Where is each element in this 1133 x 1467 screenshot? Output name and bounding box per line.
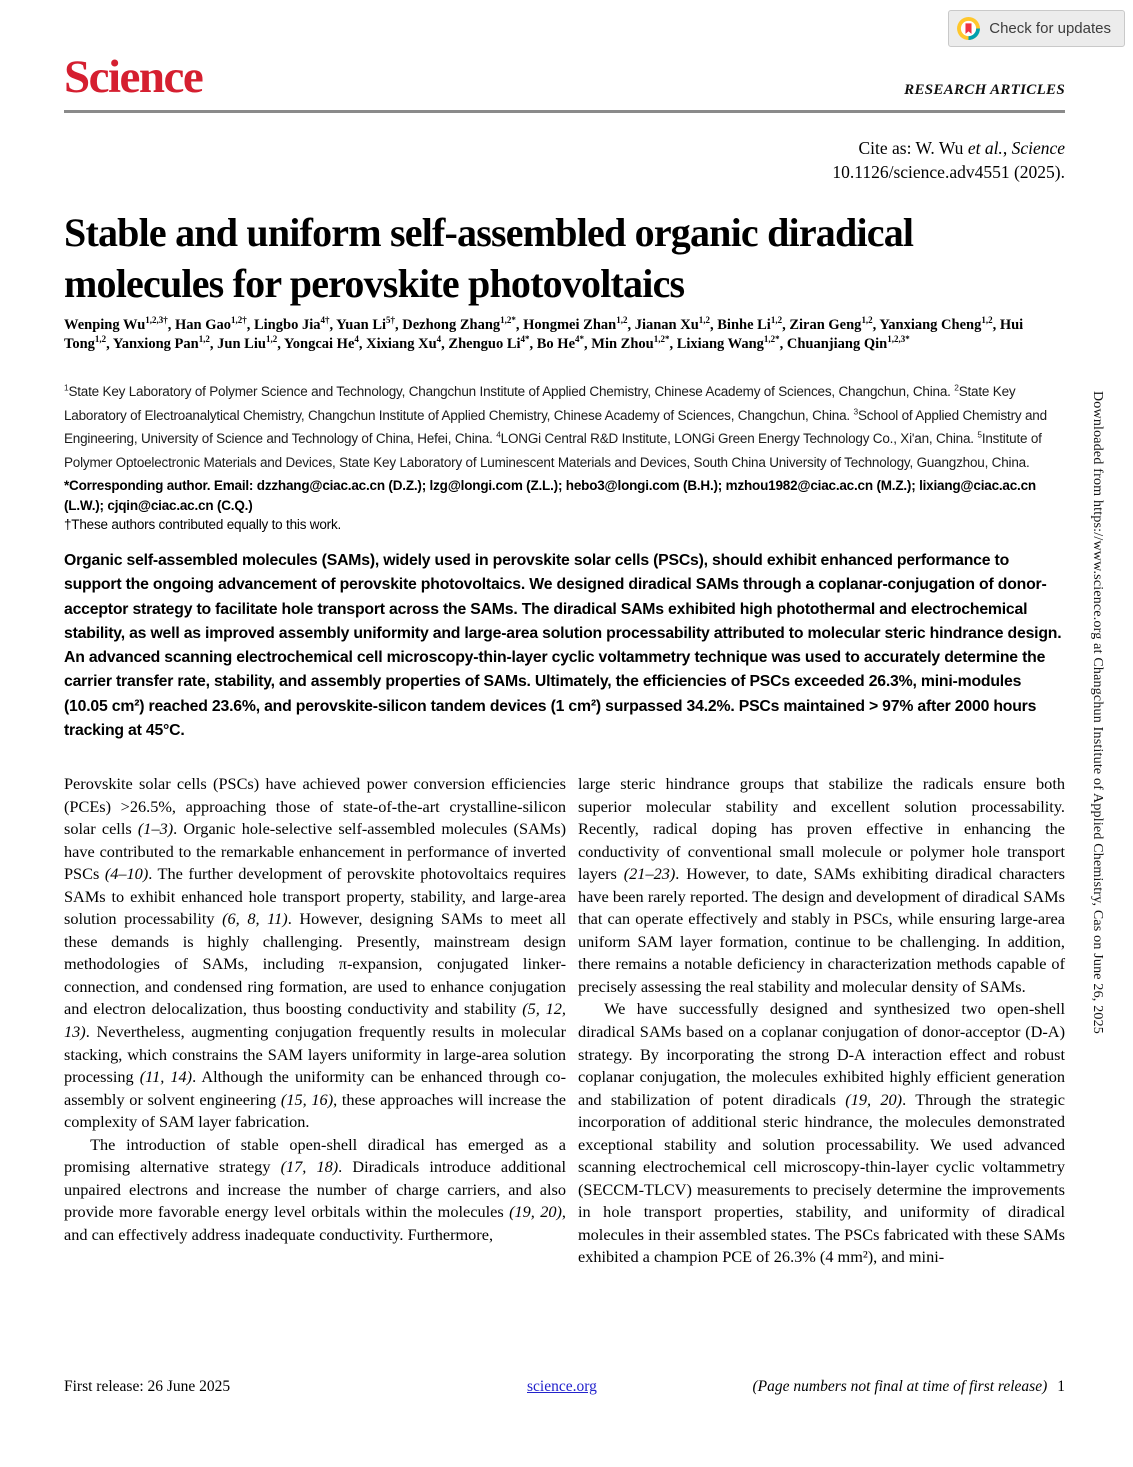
column-right xyxy=(578,773,1065,1269)
science-org-link[interactable]: science.org xyxy=(527,1378,597,1395)
body-paragraph: The introduction of stable open-shell diradical has emerged as a promising alternative strategy (17, 18). Diradicals introduce additional unpaired electrons and increase the number of charge carriers, and also provide more favorable energy level orbitals within the molecules (19, 20), and can effectively address inadequate conductivity. Furthermore, xyxy=(64,1134,567,1244)
article-title-line2: molecules for perovskite photovoltaics xyxy=(64,261,685,306)
footer-note-text: (Page numbers not final at time of first release) xyxy=(752,1378,1048,1395)
body-paragraph: Perovskite solar cells (PSCs) have achieved power conversion efficiencies (PCEs) >26.5%, approaching those of state-of-the-art crystalline-silicon solar cells (1–3). Organic hole-selective self-assembled molecules (SAMs) have contributed to the remarkable enhancement in performance of inverted PSCs (4–10). The further development of perovskite photovoltaics requires SAMs to exhibit enhanced hole transport property, stability, and large-area solution processability (6, 8, 11). However, designing SAMs to meet all these demands is highly challenging. Presently, mainstream design methodologies of SAMs, including π-expansion, conjugated linker-connection, and condensed ring formation, are used to enhance conjugation and electron delocalization, thus boosting conductivity and stability (5, 12, 13). Nevertheless, augmenting conjugation frequently results in molecular stacking, which constrains the SAM layers uniformity in large-area solution processing (11, 14). Although the uniformity can be enhanced through co-assembly or solvent engineering (15, 16), these approaches will increase the complexity of SAM layer fabrication. xyxy=(64,774,567,1132)
science-logo: Science xyxy=(64,51,203,103)
equal-contribution-note: †These authors contributed equally to this work. xyxy=(64,517,342,532)
citation-line1: Cite as: W. Wu et al., Science xyxy=(858,138,1065,158)
citation-block xyxy=(832,136,1065,184)
corresponding-note: *Corresponding author. Email: dzzhang@ciac.ac.cn (D.Z.); lzg@longi.com (Z.L.); hebo3@longi.com (B.H.); mzhou1982@ciac.ac.cn (M.Z.); lixiang@ciac.ac.cn (L.W.); cjqin@ciac.ac.cn (C.Q.) xyxy=(64,478,1036,513)
check-for-updates-button[interactable] xyxy=(948,10,1125,47)
section-label: RESEARCH ARTICLES xyxy=(904,82,1065,98)
page-number: 1 xyxy=(1057,1378,1065,1395)
footer-release-date: First release: 26 June 2025 xyxy=(64,1378,231,1395)
body-paragraph: We have successfully designed and synthesized two open-shell diradical SAMs based on a coplanar conjugation of donor-acceptor (D-A) strategy. By incorporating the strong D-A interaction effect and robust coplanar conjugation, the molecules exhibited highly efficient generation and stabilization of potent diradicals (19, 20). Through the strategic incorporation of additional steric hindrance, the molecules demonstrated exceptional stability and solution processability. We used advanced scanning electrochemical cell microscopy-thin-layer cyclic voltammetry (SECCM-TLCV) measurements to precisely determine the improvements in hole transport properties, stability, and uniformity of diradical molecules in their assembled states. The PSCs fabricated with these SAMs exhibited a champion PCE of 26.3% (4 mm²), and mini- xyxy=(578,999,1065,1267)
footer-note xyxy=(753,1378,1066,1396)
body-paragraph: large steric hindrance groups that stabilize the radicals ensure both superior molecular stability and excellent solution processability. Recently, radical doping has proven effective in enhancing the conductivity of conventional small molecule or polymer hole transport layers (21–23). However, to date, SAMs exhibiting diradical characters have been rarely reported. The design and development of diradical SAMs that can operate effectively and stably in PSCs, while ensuring large-area uniform SAM layer formation, continue to be challenging. In addition, there remains a notable deficiency in characterization methods capable of precisely assessing the real stability and molecular density of SAMs. xyxy=(578,774,1065,996)
author-list: Wenping $Wu^{1,2,3\dagger}$, Han Gao$^{1,2\dagger}$, Lingbo Jia$^{4\dagger}$, Yuan $Li^{5\dagger}$, Dezhong Zhang$^{1,2*}$, Hongmei Zhan$^{1,2}$, Jianan Xu$^{1,2}$, Binhe Li$^{1,2}$, Ziran Geng$^{1,2}$, Yanxiang Cheng$^{1,2}$, Hui Tong$^{1,2}$, Yanxiong Pan$^{1,2}$, Jun Liu$^{1,2}$, Yongcai He$^4$, Xixiang Xu$^4$, Zhenguo $Li^{4*}$, Bo $He^{4*}$, Min Zhou$^{1,2*}$, Lixiang Wang$^{1,2*}$, Chuanjiang Qin$^{1,2,3*}$ xyxy=(64,315,1024,352)
citation-line2: 10.1126/science.adv4551 (2025). xyxy=(832,162,1065,182)
check-for-updates-label: Check for updates xyxy=(989,20,1111,37)
download-watermark: Downloaded from https://www.science.org at Changchun Institute of Applied Chemistry, Cas on June 26, 2025 xyxy=(1090,391,1105,1035)
abstract: Organic self-assembled molecules (SAMs), widely used in perovskite solar cells (PSCs), should exhibit enhanced performance to support the ongoing advancement of perovskite photovoltaics. We designed diradical SAMs through a coplanar-conjugation of donor-acceptor strategy to facilitate hole transport across the SAMs. The diradical SAMs exhibited high photothermal and electrochemical stability, as well as improved assembly uniformity and large-area solution processability attributed to molecular steric hindrance design. An advanced scanning electrochemical cell microscopy-thin-layer cyclic voltammetry technique was used to accurately determine the carrier transfer rate, stability, and assembly properties of SAMs. Ultimately, the efficiencies of PSCs exceeded 26.3%, mini-modules (10.05 cm²) reached 23.6%, and perovskite-silicon tandem devices (1 cm²) surpassed 34.2%. PSCs maintained > 97% after 2000 hours tracking at 45°C. xyxy=(64,552,1062,740)
affiliation-list: $^1$State Key Laboratory of Polymer Science and Technology, Changchun Institute of Applied Chemistry, Chinese Academy of Sciences, Changchun, China. $^2$State Key Laboratory of Electroanalytical Chemistry, Changchun Institute of Applied Chemistry, Chinese Academy of Sciences, Changchun, China. $^3$School of Applied Chemistry and Engineering, University of Science and Technology of China, Hefei, China. $^4$LONGi Central R&D Institute, LONGi Green Energy Technology Co., Xi'an, China. $^5$Institute of Polymer Optoelectronic Materials and Devices, State Key Laboratory of Luminescent Materials and Devices, South China University of Technology, Guangzhou, China. xyxy=(64,382,1047,470)
masthead-rule xyxy=(64,110,1065,113)
column-left xyxy=(64,773,566,1246)
crossmark-icon xyxy=(956,16,981,41)
article-title-line1: Stable and uniform self-assembled organic diradical xyxy=(64,210,914,255)
article-title xyxy=(64,207,1024,309)
